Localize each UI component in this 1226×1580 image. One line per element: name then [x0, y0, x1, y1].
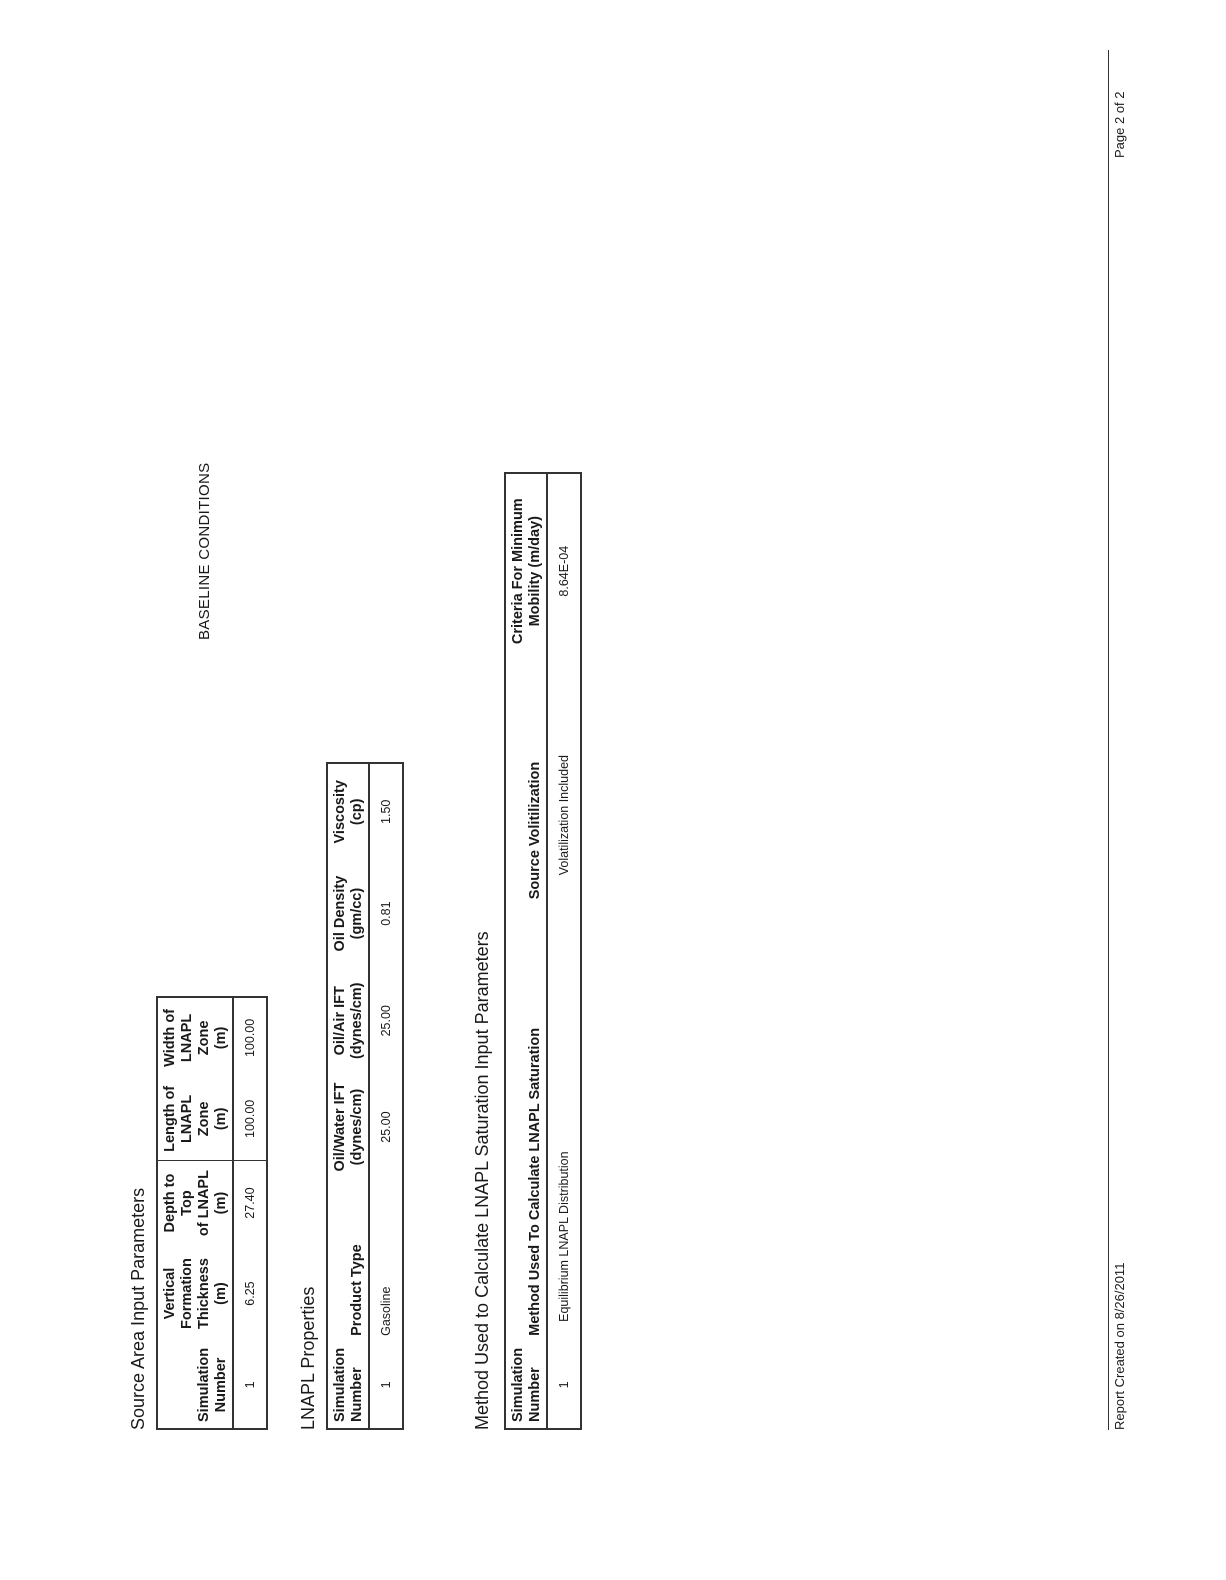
cell: 25.00: [379, 1111, 393, 1143]
col-oil-water-ift: Oil/Water IFT (dynes/cm): [327, 1074, 369, 1180]
col-viscosity: Viscosity (cp): [327, 763, 369, 860]
col-oil-air-ift: Oil/Air IFT (dynes/cm): [327, 968, 369, 1074]
lnapl-properties-title: LNAPL Properties: [298, 1286, 318, 1430]
cell: 1: [379, 1381, 393, 1389]
table-row: [233, 997, 267, 1429]
cell: 100.00: [243, 1099, 257, 1138]
source-area-title: Source Area Input Parameters: [128, 1187, 148, 1430]
col-criteria-minimum-mobility: Criteria For Minimum Mobility (m/day): [505, 473, 547, 668]
report-created-date: Report Created on 8/26/2011: [1112, 1262, 1127, 1430]
cell: 1: [243, 1381, 257, 1389]
cell: 0.81: [379, 901, 393, 926]
col-method: Method Used To Calculate LNAPL Saturation: [505, 905, 547, 1342]
cell: Equilibrium LNAPL Distribution: [557, 1151, 571, 1322]
col-oil-density: Oil Density (gm/cc): [327, 860, 369, 968]
footer-divider: [1108, 50, 1109, 1430]
method-title: Method Used to Calculate LNAPL Saturation Input Parameters: [472, 931, 492, 1430]
col-length-zone: Length of LNAPL Zone (m): [157, 1078, 233, 1161]
col-product-type: Product Type: [327, 1180, 369, 1342]
cell: Volatilization Included: [557, 755, 571, 876]
table-row: [547, 473, 581, 1429]
cell: 1: [557, 1381, 571, 1389]
cell: 8.64E-04: [557, 545, 571, 597]
cell: 6.25: [243, 1281, 257, 1306]
col-source-volitilization: Source Volitilization: [505, 668, 547, 905]
cell: 27.40: [233, 1160, 267, 1245]
col-depth-to-top: Depth to Top of LNAPL (m): [157, 1160, 233, 1245]
col-simulation-number: Simulation Number: [505, 1342, 547, 1429]
cell: 1.50: [379, 799, 393, 824]
lnapl-properties-table: [326, 762, 404, 1430]
condition-label: BASELINE CONDITIONS: [196, 462, 213, 640]
cell: 100.00: [243, 1018, 257, 1058]
cell: Gasoline: [379, 1286, 393, 1336]
method-table: [504, 472, 582, 1430]
col-vertical-thickness: Vertical Formation Thickness (m): [157, 1245, 233, 1342]
source-area-table: [156, 996, 268, 1430]
table-row: [369, 763, 403, 1429]
col-simulation-number: Simulation Number: [157, 1342, 233, 1429]
page-number: Page 2 of 2: [1112, 91, 1127, 158]
col-simulation-number: Simulation Number: [327, 1342, 369, 1429]
col-width-zone: Width of LNAPL Zone (m): [157, 997, 233, 1078]
cell: 25.00: [379, 1005, 393, 1037]
